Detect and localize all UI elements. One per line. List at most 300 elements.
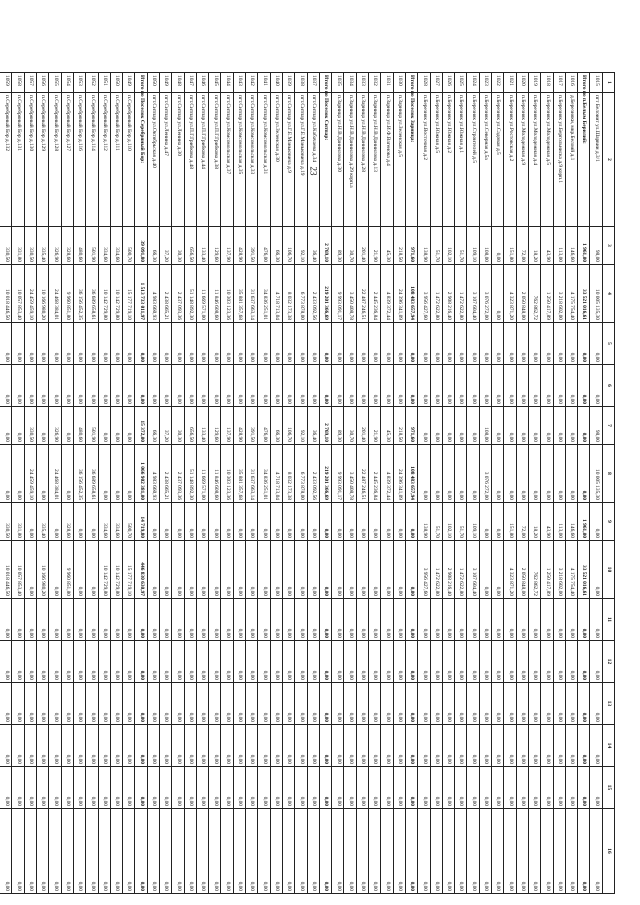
table-body bbox=[0, 73, 615, 894]
table-cell: 0,00 bbox=[492, 323, 504, 365]
table-cell: 0,00 bbox=[553, 725, 565, 767]
table-cell: 1039 bbox=[282, 73, 294, 93]
table-cell: 656,50 bbox=[184, 227, 196, 265]
table-cell: 0,00 bbox=[184, 767, 196, 809]
table-cell: 0,00 bbox=[221, 323, 233, 365]
table-row bbox=[516, 73, 528, 894]
table-cell: 500,70 bbox=[123, 227, 135, 265]
table-cell: 0,00 bbox=[86, 683, 98, 725]
table-cell: 0,00 bbox=[184, 503, 196, 541]
table-cell: 0,00 bbox=[184, 683, 196, 725]
table-cell: 0,00 bbox=[553, 599, 565, 641]
table-cell: 0,00 bbox=[516, 683, 528, 725]
table-cell: 0,00 bbox=[295, 323, 307, 365]
table-cell: 39 091,80 bbox=[135, 227, 147, 265]
subtotal-row bbox=[405, 73, 417, 894]
table-cell: 0,00 bbox=[418, 599, 430, 641]
table-row bbox=[12, 73, 24, 894]
table-cell: 0,00 bbox=[356, 503, 368, 541]
table-cell: 1054 bbox=[61, 73, 73, 93]
table-cell: 0,00 bbox=[479, 599, 491, 641]
table-cell: 0,00 bbox=[123, 407, 135, 445]
table-cell: 10 057 853,40 bbox=[12, 541, 24, 599]
table-row bbox=[172, 73, 184, 894]
table-cell: 0,00 bbox=[590, 503, 602, 541]
table-cell: 0,00 bbox=[147, 599, 159, 641]
table-cell: 10 303 123,36 bbox=[221, 445, 233, 503]
table-row bbox=[381, 73, 393, 894]
table-cell: 4 718 713,04 bbox=[270, 265, 282, 323]
table-cell: 0,00 bbox=[356, 541, 368, 599]
table-cell: 0,00 bbox=[528, 599, 540, 641]
table-cell: 0,00 bbox=[307, 365, 319, 407]
table-cell: 0,00 bbox=[37, 683, 49, 725]
table-cell: 0,00 bbox=[369, 599, 381, 641]
table-cell: 0,00 bbox=[467, 407, 479, 445]
table-cell: 0,00 bbox=[528, 641, 540, 683]
table-cell: 33 521 016,61 bbox=[578, 541, 590, 599]
table-cell: 0,00 bbox=[405, 365, 417, 407]
table-cell: 0,00 bbox=[221, 365, 233, 407]
table-cell: 0,00 bbox=[528, 323, 540, 365]
table-cell: 0,00 bbox=[123, 767, 135, 809]
table-cell: 0,00 bbox=[541, 407, 553, 445]
table-cell: 1059 bbox=[0, 73, 12, 93]
table-cell: 0,00 bbox=[246, 767, 258, 809]
table-row bbox=[369, 73, 381, 894]
table-cell: 0,00 bbox=[12, 767, 24, 809]
table-cell: п.Березняк ул.Ростовская д.2 bbox=[504, 93, 516, 227]
table-cell: 0,00 bbox=[233, 365, 245, 407]
table-cell: 0,00 bbox=[86, 599, 98, 641]
table-cell: 0,00 bbox=[12, 407, 24, 445]
table-cell: 0,00 bbox=[418, 641, 430, 683]
table-cell: 0,00 bbox=[110, 407, 122, 445]
table-cell: п.Березняк ул.Северная д.5а bbox=[479, 93, 491, 227]
table-cell: 219 201 366,69 bbox=[319, 445, 331, 503]
table-cell: 4 323 871,20 bbox=[504, 265, 516, 323]
table-cell: 0,00 bbox=[135, 641, 147, 683]
table-cell: 0,00 bbox=[0, 365, 12, 407]
register-table bbox=[0, 72, 615, 894]
table-cell: 1027 bbox=[430, 73, 442, 93]
table-cell: 0,00 bbox=[61, 683, 73, 725]
table-cell: 0,00 bbox=[73, 541, 85, 599]
table-cell: 0,00 bbox=[270, 365, 282, 407]
table-cell: пгт.Ситпар ул.Октябрьская д.40 bbox=[147, 93, 159, 227]
table-cell: 0,00 bbox=[135, 767, 147, 809]
table-cell: 0,00 bbox=[258, 541, 270, 599]
table-cell: 0,00 bbox=[492, 641, 504, 683]
table-cell: 0,00 bbox=[295, 503, 307, 541]
table-row bbox=[492, 73, 504, 894]
table-cell: 0,00 bbox=[86, 641, 98, 683]
table-row bbox=[504, 73, 516, 894]
table-cell: п.Березняк ул.Молодежная д.5 bbox=[541, 93, 553, 227]
table-cell: 0,00 bbox=[123, 725, 135, 767]
table-cell: 1028 bbox=[418, 73, 430, 93]
table-cell: 1 250 417,89 bbox=[541, 265, 553, 323]
table-cell: 0,00 bbox=[86, 767, 98, 809]
table-cell: 4 323 871,20 bbox=[504, 541, 516, 599]
table-cell: 1042 bbox=[246, 73, 258, 93]
table-cell: 0,00 bbox=[405, 503, 417, 541]
table-row bbox=[160, 73, 172, 894]
table-cell: 0,00 bbox=[49, 641, 61, 683]
table-cell: 0,00 bbox=[393, 809, 405, 894]
table-cell: 0,00 bbox=[282, 809, 294, 894]
table-cell: 0,00 bbox=[393, 599, 405, 641]
table-cell: 0,00 bbox=[492, 365, 504, 407]
table-cell: 138,90 bbox=[418, 227, 430, 265]
table-cell: 10 018 446,50 bbox=[0, 541, 12, 599]
table-cell: 18,20 bbox=[528, 227, 540, 265]
table-cell: 0,00 bbox=[332, 767, 344, 809]
table-cell: 1058 bbox=[12, 73, 24, 93]
subtotal-row bbox=[319, 73, 331, 894]
table-cell: 0,00 bbox=[110, 725, 122, 767]
table-cell: 0,00 bbox=[455, 445, 467, 503]
table-cell: 0,00 bbox=[172, 809, 184, 894]
table-cell: 0,00 bbox=[61, 407, 73, 445]
table-cell: п.Серебряный Бор д.131 bbox=[12, 93, 24, 227]
table-cell: 2 908 216,40 bbox=[442, 541, 454, 599]
table-cell: 3 218 602,00 bbox=[553, 265, 565, 323]
table-cell: 1043 bbox=[233, 73, 245, 93]
table-cell: 0,00 bbox=[442, 683, 454, 725]
table-cell: 0,00 bbox=[528, 809, 540, 894]
table-cell: 0,00 bbox=[147, 809, 159, 894]
table-cell: 0,00 bbox=[270, 641, 282, 683]
table-cell: 0,00 bbox=[492, 767, 504, 809]
table-cell: 480,60 bbox=[73, 227, 85, 265]
table-cell: 0,00 bbox=[221, 725, 233, 767]
table-cell: 0,00 bbox=[430, 365, 442, 407]
table-cell: 0,00 bbox=[492, 683, 504, 725]
table-cell: пгт.Ситпар ул.Кабачаева д.34 bbox=[307, 93, 319, 227]
table-cell: 476,00 bbox=[258, 227, 270, 265]
table-cell: 0,00 bbox=[467, 641, 479, 683]
table-cell: 0,00 bbox=[455, 683, 467, 725]
table-cell: 0,00 bbox=[319, 365, 331, 407]
table-cell: 0,00 bbox=[307, 641, 319, 683]
table-cell: 501,90 bbox=[86, 227, 98, 265]
table-cell: 0,00 bbox=[369, 365, 381, 407]
table-cell: 0,00 bbox=[319, 683, 331, 725]
table-cell: пгт.Ситпар ул.Г.Е.Маньковича д.19 bbox=[295, 93, 307, 227]
table-cell: 0,00 bbox=[209, 767, 221, 809]
table-cell: 0,00 bbox=[37, 323, 49, 365]
table-cell: 4 175 754,40 bbox=[565, 541, 577, 599]
table-row bbox=[86, 73, 98, 894]
table-cell: 0,00 bbox=[430, 445, 442, 503]
table-row bbox=[24, 73, 36, 894]
table-cell: 0,00 bbox=[319, 809, 331, 894]
table-cell: 9 960 851,80 bbox=[61, 541, 73, 599]
table-cell: 0,00 bbox=[578, 445, 590, 503]
table-cell: 0,00 bbox=[160, 599, 172, 641]
table-cell: 151,80 bbox=[504, 227, 516, 265]
table-cell: 0,00 bbox=[196, 599, 208, 641]
table-cell: 0,00 bbox=[295, 767, 307, 809]
table-cell: 0,00 bbox=[455, 767, 467, 809]
table-cell: 0,00 bbox=[233, 599, 245, 641]
table-cell: 22 487 246,51 bbox=[356, 445, 368, 503]
table-cell: 0,00 bbox=[295, 599, 307, 641]
table-cell: 0,00 bbox=[270, 767, 282, 809]
table-cell: 0,00 bbox=[233, 503, 245, 541]
table-cell: 1056 bbox=[37, 73, 49, 93]
table-row bbox=[467, 73, 479, 894]
table-cell: 219 201 366,69 bbox=[319, 265, 331, 323]
table-cell: Итого по Поселок Ситпар: bbox=[319, 73, 331, 93]
table-cell: 43,90 bbox=[541, 227, 553, 265]
table-cell: 98,00 bbox=[590, 407, 602, 445]
table-cell: 24 468 384,01 bbox=[49, 265, 61, 323]
table-cell: 9 993 091,17 bbox=[332, 265, 344, 323]
table-cell: 0,00 bbox=[24, 599, 36, 641]
table-cell: 0,00 bbox=[209, 809, 221, 894]
table-cell: 0,00 bbox=[381, 503, 393, 541]
table-cell: пгт.Ситпар ул.П.Г.Грибкова д.38 bbox=[209, 93, 221, 227]
table-cell: 0,00 bbox=[578, 767, 590, 809]
column-header: 12 bbox=[602, 641, 614, 683]
table-cell: 0,00 bbox=[147, 503, 159, 541]
table-cell: 0,00 bbox=[184, 365, 196, 407]
table-cell: 2 438 665,21 bbox=[160, 445, 172, 503]
table-cell: 0,00 bbox=[209, 641, 221, 683]
table-cell: 0,00 bbox=[442, 445, 454, 503]
table-cell: 0,00 bbox=[565, 445, 577, 503]
table-cell: 0,00 bbox=[246, 641, 258, 683]
table-cell: 22 487 246,51 bbox=[356, 265, 368, 323]
table-cell: 1021 bbox=[504, 73, 516, 93]
table-cell: 1 961,00 bbox=[578, 227, 590, 265]
table-cell: 1033 bbox=[356, 73, 368, 93]
table-cell: 0,00 bbox=[418, 365, 430, 407]
table-cell: 0,00 bbox=[356, 641, 368, 683]
table-cell: 971,60 bbox=[405, 227, 417, 265]
table-cell: 3 107 604,40 bbox=[467, 265, 479, 323]
table-cell: 0,00 bbox=[565, 365, 577, 407]
table-cell: 72,00 bbox=[516, 503, 528, 541]
table-cell: 0,00 bbox=[541, 599, 553, 641]
rotated-table-wrapper bbox=[3, 72, 615, 893]
table-cell: 0,00 bbox=[467, 809, 479, 894]
table-cell: 334,60 bbox=[98, 503, 110, 541]
table-cell: 0,00 bbox=[246, 809, 258, 894]
table-cell: 1025 bbox=[455, 73, 467, 93]
table-cell: 0,00 bbox=[258, 725, 270, 767]
table-cell: 0,00 bbox=[516, 641, 528, 683]
table-cell: 1046 bbox=[196, 73, 208, 93]
table-cell: 0,00 bbox=[24, 541, 36, 599]
table-cell: 0,00 bbox=[369, 809, 381, 894]
table-cell: 0,00 bbox=[135, 725, 147, 767]
table-cell: 0,00 bbox=[369, 683, 381, 725]
table-cell: 0,00 bbox=[123, 445, 135, 503]
table-row bbox=[430, 73, 442, 894]
table-cell: 0,00 bbox=[295, 809, 307, 894]
table-cell: 0,00 bbox=[405, 599, 417, 641]
table-cell: 0,00 bbox=[578, 365, 590, 407]
table-cell: 0,00 bbox=[553, 365, 565, 407]
table-cell: 0,00 bbox=[160, 365, 172, 407]
table-cell: 113,00 bbox=[553, 503, 565, 541]
table-cell: 0,00 bbox=[356, 365, 368, 407]
table-cell: 1057 bbox=[24, 73, 36, 93]
table-cell: 0,00 bbox=[528, 365, 540, 407]
table-cell: 51,70 bbox=[430, 227, 442, 265]
table-cell: 0,00 bbox=[258, 503, 270, 541]
table-cell: 0,00 bbox=[73, 767, 85, 809]
table-cell: 0,00 bbox=[282, 641, 294, 683]
table-cell: 0,00 bbox=[184, 809, 196, 894]
table-cell: 0,00 bbox=[393, 641, 405, 683]
table-cell: 0,00 bbox=[123, 365, 135, 407]
table-cell: 0,00 bbox=[467, 599, 479, 641]
table-cell: 328,60 bbox=[61, 503, 73, 541]
table-cell: 0,00 bbox=[578, 641, 590, 683]
table-cell: 0,00 bbox=[405, 767, 417, 809]
table-cell: 0,00 bbox=[172, 323, 184, 365]
table-cell: 98,00 bbox=[590, 227, 602, 265]
table-cell: п.Серебряный Бор д.128 bbox=[49, 93, 61, 227]
table-cell: 0,00 bbox=[578, 599, 590, 641]
table-cell: 218,50 bbox=[393, 227, 405, 265]
table-cell: 428,90 bbox=[233, 407, 245, 445]
table-cell: 0,00 bbox=[492, 265, 504, 323]
table-cell: 0,00 bbox=[110, 641, 122, 683]
column-header: 3 bbox=[602, 227, 614, 265]
table-cell: 35 881 357,68 bbox=[233, 265, 245, 323]
table-cell: 0,00 bbox=[73, 725, 85, 767]
table-cell: 0,00 bbox=[319, 641, 331, 683]
table-cell: 0,00 bbox=[49, 809, 61, 894]
table-cell: п.Зарница ул.И.Ф.Вагенова д.4 bbox=[381, 93, 393, 227]
table-cell: 0,00 bbox=[196, 641, 208, 683]
table-cell: 0,00 bbox=[356, 599, 368, 641]
table-row bbox=[307, 73, 319, 894]
table-cell: 66,30 bbox=[147, 407, 159, 445]
table-cell: 89,30 bbox=[332, 407, 344, 445]
table-cell: 0,00 bbox=[381, 809, 393, 894]
table-cell: 201,40 bbox=[356, 227, 368, 265]
table-cell: 0,00 bbox=[221, 541, 233, 599]
table-cell: 0,00 bbox=[418, 323, 430, 365]
table-cell: 0,00 bbox=[282, 683, 294, 725]
table-cell: 9 960 851,80 bbox=[61, 265, 73, 323]
table-cell: 0,00 bbox=[98, 323, 110, 365]
table-cell: 0,00 bbox=[467, 445, 479, 503]
table-cell: 0,00 bbox=[147, 641, 159, 683]
table-cell: 0,00 bbox=[61, 323, 73, 365]
table-cell: 0,00 bbox=[393, 365, 405, 407]
table-cell: 0,00 bbox=[147, 323, 159, 365]
table-cell: 0,00 bbox=[369, 641, 381, 683]
table-cell: 10 142 729,80 bbox=[110, 541, 122, 599]
table-cell: 0,00 bbox=[479, 767, 491, 809]
table-row bbox=[393, 73, 405, 894]
table-cell: 0,00 bbox=[332, 365, 344, 407]
table-cell: 0,00 bbox=[196, 323, 208, 365]
table-cell: 0,00 bbox=[61, 809, 73, 894]
table-cell: 0,00 bbox=[492, 725, 504, 767]
table-cell: 10 018 446,50 bbox=[0, 265, 12, 323]
table-cell: 0,00 bbox=[24, 767, 36, 809]
table-cell: 0,00 bbox=[98, 599, 110, 641]
table-cell: 476,00 bbox=[258, 407, 270, 445]
table-cell: 334,60 bbox=[110, 503, 122, 541]
table-cell: 0,00 bbox=[455, 599, 467, 641]
table-cell: 0,00 bbox=[455, 809, 467, 894]
table-cell: 0,00 bbox=[110, 365, 122, 407]
column-header: 15 bbox=[602, 767, 614, 809]
table-cell: 0,00 bbox=[541, 445, 553, 503]
table-cell: п.Серебряный Бор д.127 bbox=[61, 93, 73, 227]
table-cell: 11 846 608,60 bbox=[209, 445, 221, 503]
table-cell: 1049 bbox=[123, 73, 135, 93]
table-cell: 4 175 754,40 bbox=[565, 265, 577, 323]
table-cell: 0,00 bbox=[98, 767, 110, 809]
table-cell: 391,50 bbox=[246, 407, 258, 445]
table-cell: 326,90 bbox=[49, 407, 61, 445]
table-cell: 0,00 bbox=[319, 323, 331, 365]
table-cell: 1 250 417,89 bbox=[541, 541, 553, 599]
table-cell: 0,00 bbox=[504, 365, 516, 407]
table-cell: 0,00 bbox=[147, 365, 159, 407]
table-cell: 0,00 bbox=[135, 365, 147, 407]
table-cell: 1024 bbox=[467, 73, 479, 93]
column-header: 9 bbox=[602, 503, 614, 541]
table-cell: 15 372,00 bbox=[135, 407, 147, 445]
table-cell: 0,00 bbox=[590, 365, 602, 407]
table-cell: 0,00 bbox=[258, 809, 270, 894]
table-cell: 0,00 bbox=[172, 683, 184, 725]
table-cell: 0,00 bbox=[86, 365, 98, 407]
table-cell: п.Серебряный Бор д.116 bbox=[73, 93, 85, 227]
table-cell: 0,00 bbox=[356, 725, 368, 767]
table-cell: 0,00 bbox=[553, 407, 565, 445]
table-cell: 1050 bbox=[110, 73, 122, 93]
table-cell: 0,00 bbox=[184, 641, 196, 683]
table-cell: 0,00 bbox=[37, 767, 49, 809]
table-cell: 24 396 341,09 bbox=[393, 445, 405, 503]
table-cell: 446 830 630,97 bbox=[135, 541, 147, 599]
table-cell: 0,00 bbox=[430, 641, 442, 683]
table-cell: 0,00 bbox=[369, 541, 381, 599]
table-cell: 0,00 bbox=[590, 599, 602, 641]
table-cell: 0,00 bbox=[270, 503, 282, 541]
table-cell: 0,00 bbox=[221, 503, 233, 541]
table-cell: 0,00 bbox=[504, 809, 516, 894]
column-header: 2 bbox=[602, 93, 614, 227]
table-cell: 1049 bbox=[160, 73, 172, 93]
table-row bbox=[110, 73, 122, 894]
table-cell: 11 669 571,00 bbox=[196, 265, 208, 323]
table-cell: 0,00 bbox=[332, 725, 344, 767]
table-cell: 0,00 bbox=[0, 323, 12, 365]
table-cell: 0,00 bbox=[110, 599, 122, 641]
table-cell: 1030 bbox=[393, 73, 405, 93]
table-cell: 0,00 bbox=[282, 323, 294, 365]
column-header: 8 bbox=[602, 445, 614, 503]
table-cell: 146,60 bbox=[565, 503, 577, 541]
table-cell: 0,00 bbox=[418, 767, 430, 809]
table-cell: 0,00 bbox=[405, 683, 417, 725]
table-cell: 2 769,10 bbox=[319, 227, 331, 265]
table-cell: 113,00 bbox=[553, 227, 565, 265]
